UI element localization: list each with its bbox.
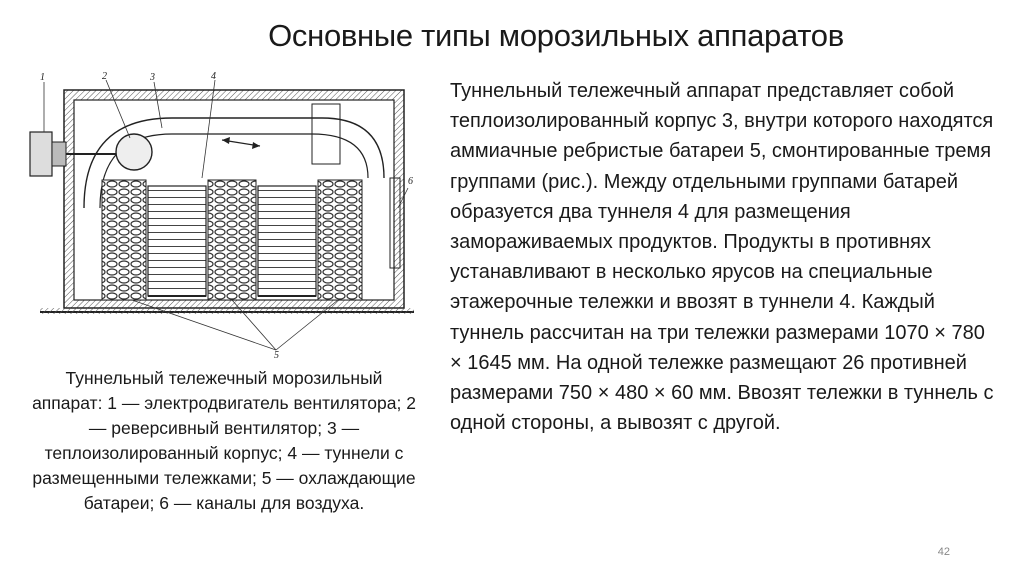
callout-5: 5 (274, 350, 279, 358)
callout-3: 3 (150, 72, 155, 83)
slide-title: Основные типы морозильных аппаратов (268, 18, 844, 53)
callout-6: 6 (408, 176, 413, 187)
page-number: 42 (937, 546, 950, 558)
callout-2: 2 (102, 71, 107, 82)
callout-1: 1 (40, 72, 45, 83)
tunnel-freezer-figure (22, 68, 432, 358)
callout-4: 4 (211, 71, 216, 82)
body-text: Туннельный тележечный аппарат представляет собой теплоизолированный корпус 3, внутри которого находятся аммиачные ребристые батареи 5, смонтированные тремя группами (рис.). Между отдельными группами батарей образуется два туннеля 4 для размещения замораживаемых продуктов. Продукты в противнях устанавливают в несколько ярусов на специальные этажерочные тележки и ввозят в туннели 4. Каждый туннель рассчитан на три тележки размерами 1070 × 780 × 1645 мм. На одной тележке размещают 26 противней размерами 750 × 480 × 60 мм. Ввозят тележки в туннель с одной стороны, а вывозят с другой. (450, 80, 994, 435)
tunnel-freezer-diagram-icon (22, 68, 432, 358)
figure-caption: Туннельный тележечный морозильный аппарат: 1 — электродвигатель вентилятора; 2 — реверсивный вентилятор; 3 — теплоизолированный корпус; 4 — туннели с размещенными тележками; 5 — охлаждающие батареи; 6 — каналы для воздуха. (32, 368, 416, 513)
